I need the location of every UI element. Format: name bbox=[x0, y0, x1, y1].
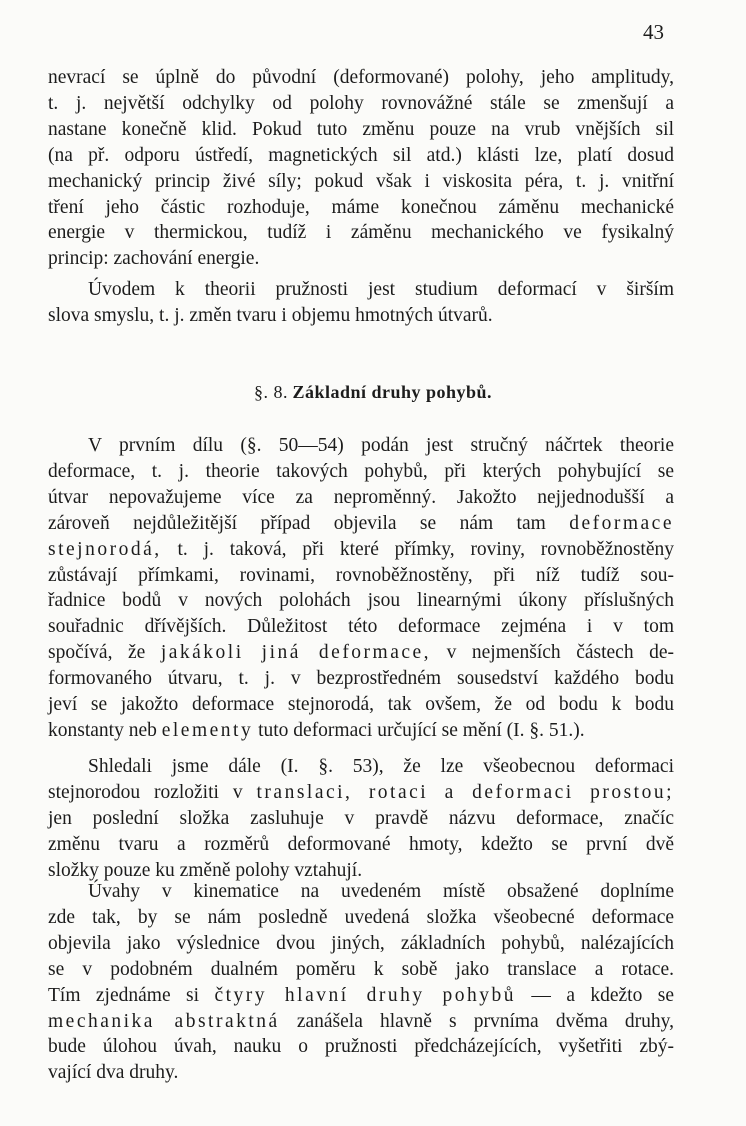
text-line: princip: zachování energie. bbox=[48, 248, 260, 270]
text-run: — a kdežto se bbox=[531, 984, 675, 1006]
text-line bbox=[48, 537, 674, 563]
page-number: 43 bbox=[643, 20, 664, 44]
text-line: t. j. největší odchylky od polohy rovnovážné stále se zmenšují a bbox=[48, 92, 674, 114]
paragraph-deformation bbox=[48, 433, 674, 744]
text-line: zůstávají přímkami, rovinami, rovnoběžnostěny, při níž tudíž sou- bbox=[48, 564, 674, 586]
text-line: nevrací se úplně do původní (deformované) polohy, jeho amplitudy, bbox=[48, 67, 674, 88]
text-line: změnu tvaru a rozměrů deformované hmoty, kdežto se první dvě bbox=[48, 833, 674, 855]
text-line: objevila jako výslednice dvou jiných, základních pohybů, nalézajících bbox=[48, 932, 674, 954]
text-line: Úvahy v kinematice na uvedeném místě obsažené doplníme bbox=[88, 881, 674, 902]
text-line: jen poslední složka zasluhuje v pravdě názvu deformace, značíc bbox=[48, 807, 674, 829]
spaced-term: mechanika abstraktná bbox=[48, 1010, 280, 1032]
text-line: tření jeho částic rozhoduje, máme konečnou záměnu mechanické bbox=[48, 196, 674, 218]
text-line bbox=[48, 983, 674, 1009]
text-line: deformace, t. j. theorie takových pohybů, při kterých pohybující se bbox=[48, 460, 674, 482]
text-line: útvar nepovažujeme více za neproměnný. Jakožto nejjednodušší a bbox=[48, 486, 674, 508]
text-line bbox=[48, 780, 674, 806]
text-line: nastane konečně klid. Pokud tuto změnu pouze na vrub vnějších sil bbox=[48, 118, 674, 140]
text-line: zde tak, by se nám posledně uvedená složka všeobecné deformace bbox=[48, 906, 674, 928]
text-line bbox=[48, 511, 674, 537]
spaced-term: čtyry hlavní druhy pohybů bbox=[214, 984, 516, 1006]
text-run: spočívá, že bbox=[48, 642, 146, 664]
text-line: složky pouze ku změně polohy vztahují. bbox=[48, 859, 363, 881]
paragraph-continuation bbox=[48, 65, 674, 272]
text-line bbox=[48, 640, 674, 666]
section-number: §. 8. bbox=[253, 382, 288, 402]
text-line: jeví se jakožto deformace stejnorodá, tak ovšem, že od bodu k bodu bbox=[48, 694, 674, 716]
spaced-term: deformace bbox=[569, 512, 674, 534]
section-heading bbox=[0, 382, 746, 403]
section-title: Základní druhy pohybů. bbox=[292, 382, 493, 402]
text-run: t. j. taková, při které přímky, roviny, rovnoběžnostěny bbox=[177, 538, 675, 560]
text-line bbox=[48, 1009, 674, 1035]
spaced-term: jakákoli jiná deformace, bbox=[160, 642, 432, 664]
text-line: energie v thermickou, tudíž i záměnu mechanického ve fysikalný bbox=[48, 222, 674, 244]
text-line: souřadnic dřívějších. Důležitost této deformace zejména i v tom bbox=[48, 616, 674, 638]
text-run: zanášela hlavně s prvníma dvěma druhy, bbox=[296, 1010, 674, 1032]
text-line: vající dva druhy. bbox=[48, 1062, 179, 1084]
text-line: řadnice bodů v nových polohách jsou linearnými úkony příslušných bbox=[48, 590, 674, 612]
spaced-term: translaci, rotaci a deformaci prostou; bbox=[256, 781, 674, 803]
text-run: konstanty neb bbox=[48, 719, 157, 741]
text-run: v nejmenších částech de- bbox=[446, 642, 674, 664]
text-run: Tím zjednáme si bbox=[48, 984, 200, 1006]
text-line: mechanický princip živé síly; pokud však i viskosita péra, t. j. vnitřní bbox=[48, 170, 674, 192]
text-line: slova smyslu, t. j. změn tvaru i objemu hmotných útvarů. bbox=[48, 304, 493, 326]
paragraph-decomposition bbox=[48, 754, 674, 884]
text-line bbox=[48, 718, 674, 744]
spaced-term: stejnorodá, bbox=[48, 538, 162, 560]
spaced-term: elementy bbox=[161, 719, 254, 741]
text-line: bude úlohou úvah, nauku o pružnosti předcházejících, vyšetřiti zbý- bbox=[48, 1036, 674, 1058]
text-line: se v podobném dualném poměru k sobě jako translace a rotace. bbox=[48, 958, 674, 980]
text-line: Shledali jsme dále (I. §. 53), že lze všeobecnou deformaci bbox=[88, 756, 674, 777]
paragraph-kinematics bbox=[48, 879, 674, 1086]
text-run: stejnorodou rozložiti v bbox=[48, 781, 243, 803]
text-line: Úvodem k theorii pružnosti jest studium deformací v širším bbox=[88, 279, 674, 300]
text-line: V prvním dílu (§. 50—54) podán jest stručný náčrtek theorie bbox=[88, 435, 674, 456]
text-run: tuto deformaci určující se mění (I. §. 51.). bbox=[258, 719, 585, 741]
paragraph-intro bbox=[48, 277, 674, 329]
text-line: formovaného útvaru, t. j. v bezprostředném sousedství každého bodu bbox=[48, 668, 674, 690]
text-run: zároveň nejdůležitější případ objevila se nám tam bbox=[48, 512, 546, 534]
text-line: (na př. odporu ústředí, magnetických sil atd.) klásti lze, platí dosud bbox=[48, 144, 674, 166]
